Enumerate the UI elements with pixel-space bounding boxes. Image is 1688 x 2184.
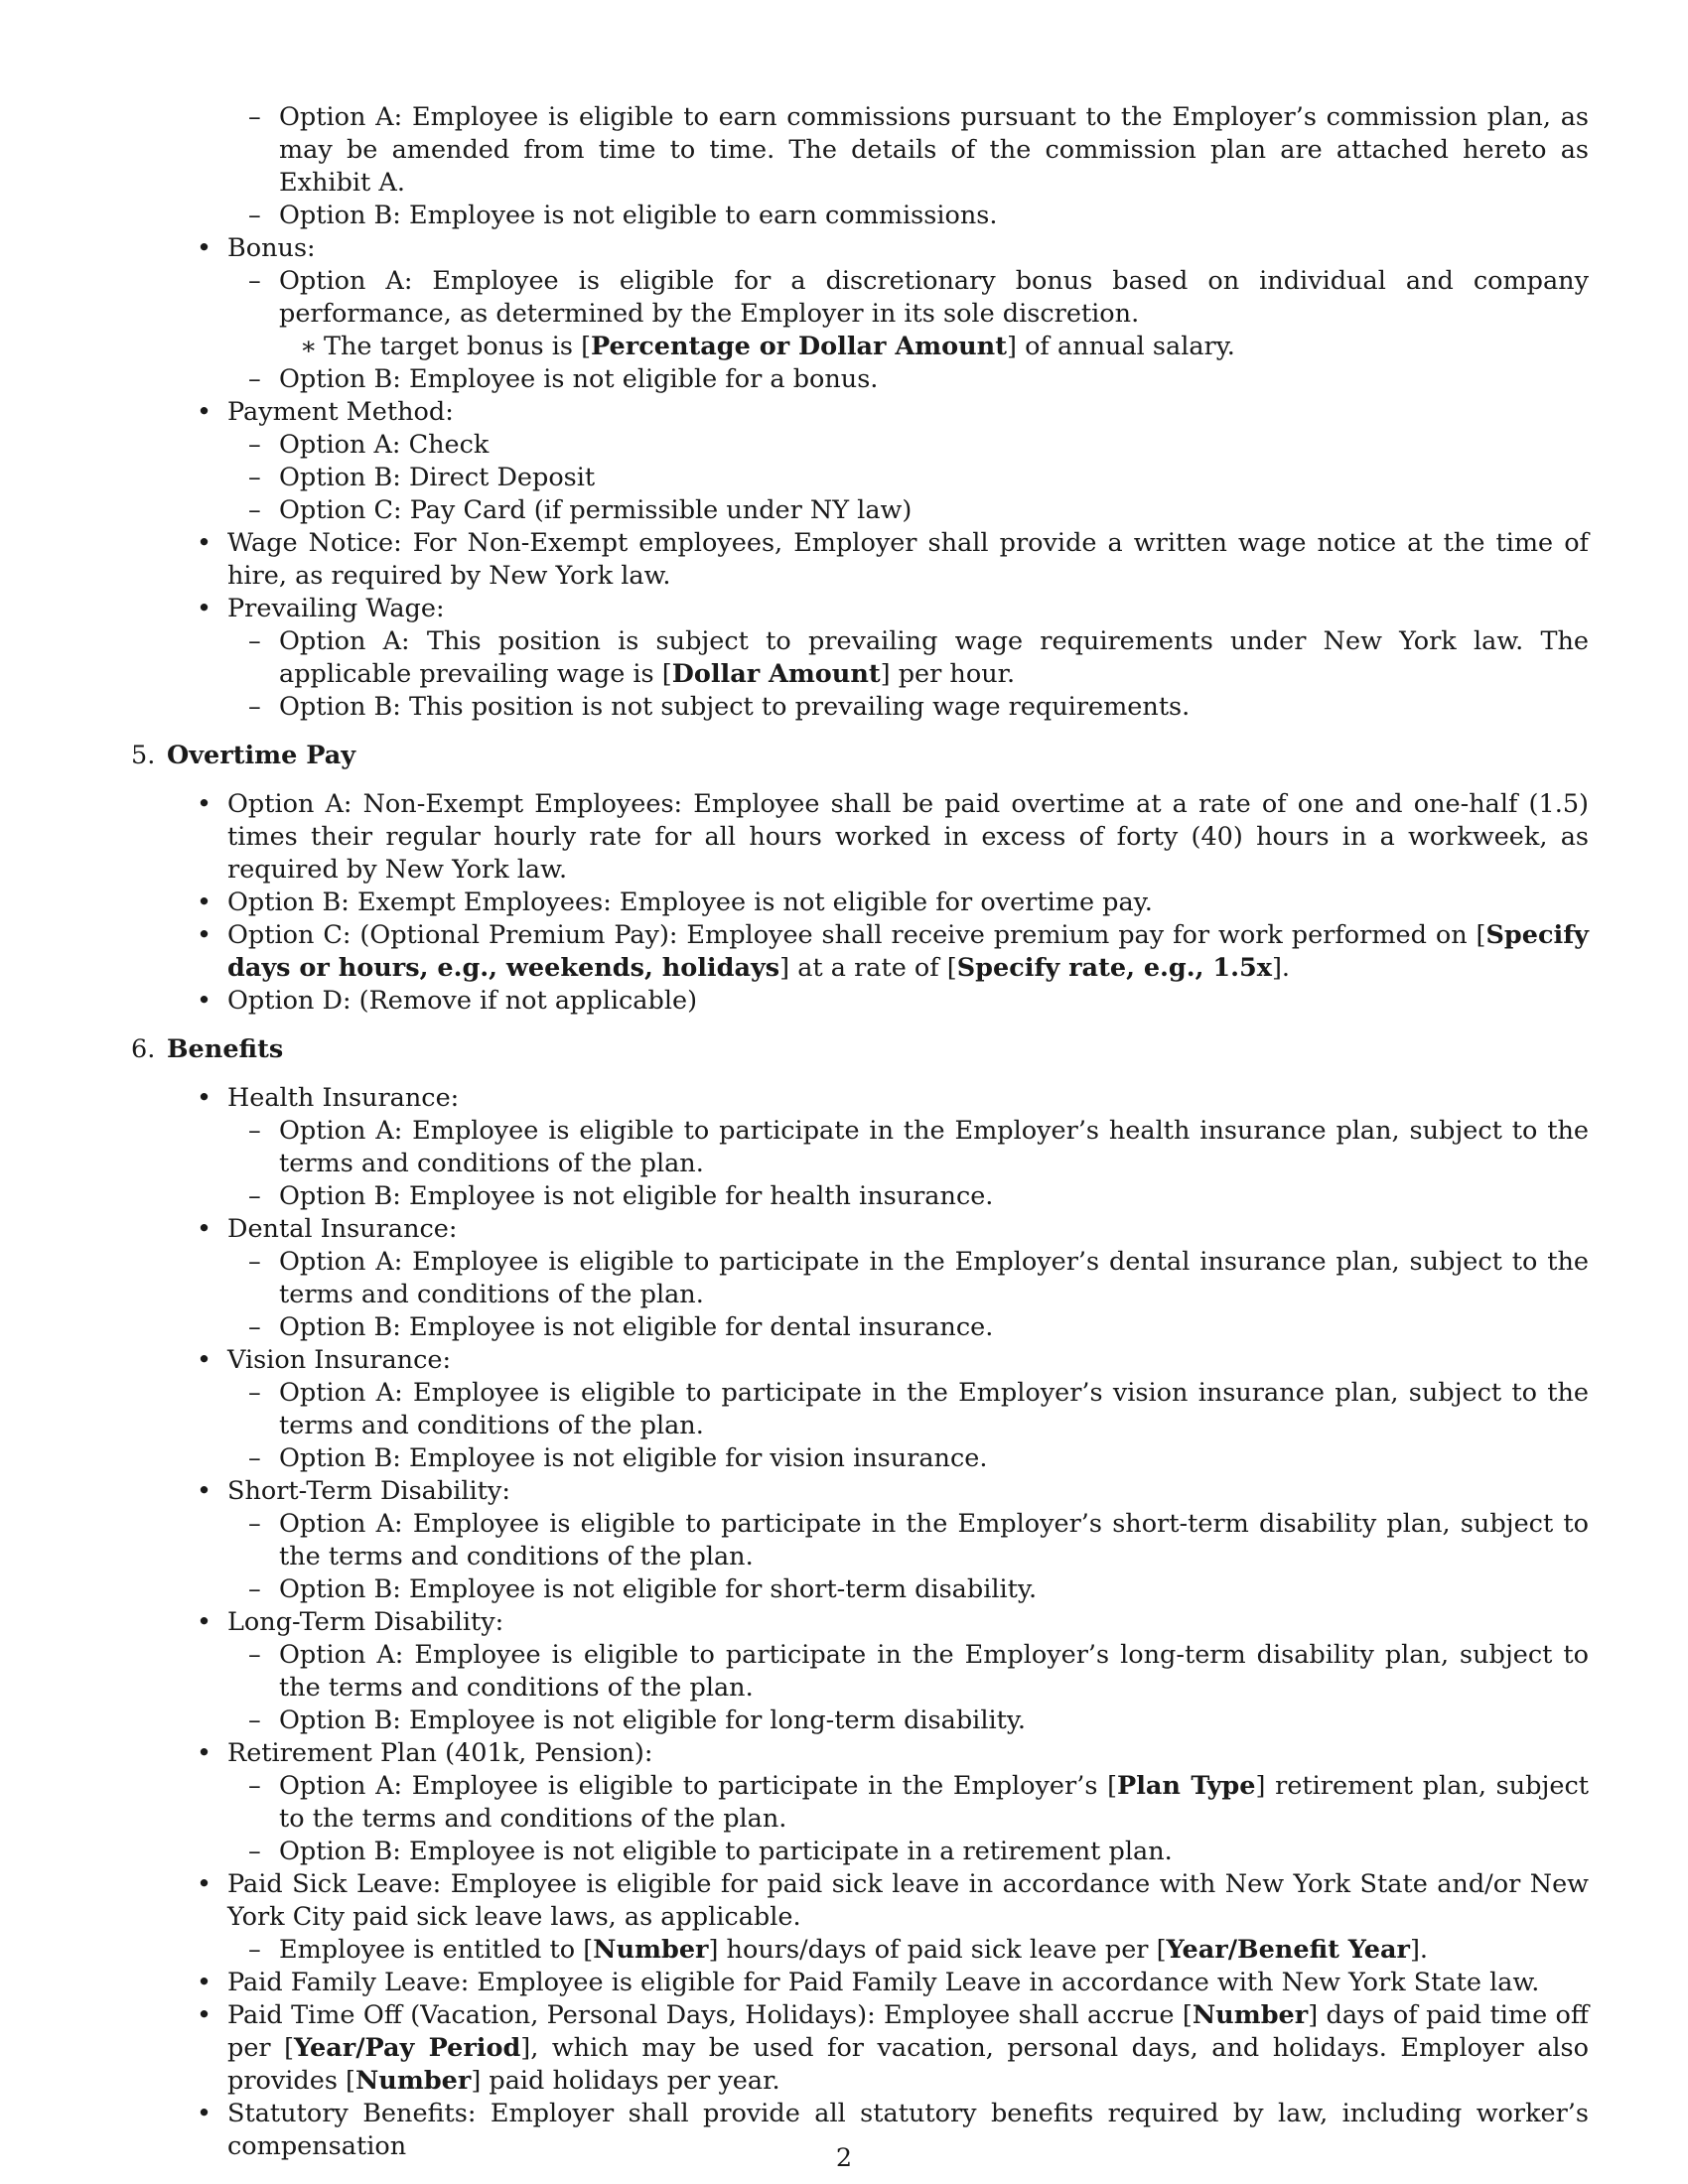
health-option-b: – Option B: Employee is not eligible for health insurance. xyxy=(248,1181,994,1211)
payment-option-b: – Option B: Direct Deposit xyxy=(248,463,596,492)
commission-option-b: – Option B: Employee is not eligible to earn commissions. xyxy=(248,201,998,230)
dental-option-b: – Option B: Employee is not eligible for dental insurance. xyxy=(248,1312,994,1342)
long-term-disability-item: • Long-Term Disability: xyxy=(197,1607,504,1637)
overtime-option-a: • Option A: Non-Exempt Employees: Employee shall be paid overtime at a rate of one and one-half (1.5) times their regular hourly rate for all hours worked in excess of forty (40) hours in a workweek, as required by New York law. xyxy=(197,789,1589,885)
retirement-plan-item: • Retirement Plan (401k, Pension): xyxy=(197,1738,653,1768)
payment-option-a: – Option A: Check xyxy=(248,430,490,460)
prevailing-option-b: – Option B: This position is not subject to prevailing wage requirements. xyxy=(248,692,1191,722)
prevailing-wage-item: • Prevailing Wage: xyxy=(197,594,445,623)
sick-leave-entitlement: – Employee is entitled to [Number] hours/days of paid sick leave per [Year/Benefit Year]. xyxy=(248,1935,1428,1965)
ltd-option-a: – Option A: Employee is eligible to participate in the Employer’s long-term disability plan, subject to the terms and conditions of the plan. xyxy=(248,1640,1589,1703)
health-insurance-item: • Health Insurance: xyxy=(197,1083,460,1113)
std-option-b: – Option B: Employee is not eligible for short-term disability. xyxy=(248,1574,1038,1604)
section-overtime-heading: 5. Overtime Pay xyxy=(131,741,356,770)
prevailing-option-a: – Option A: This position is subject to prevailing wage requirements under New York law. The applicable prevailing wage is [Dollar Amount] per hour. xyxy=(248,626,1589,689)
page-number: 2 xyxy=(835,2143,853,2173)
document-body xyxy=(131,101,1589,2163)
vision-option-b: – Option B: Employee is not eligible for vision insurance. xyxy=(248,1443,988,1473)
short-term-disability-item: • Short-Term Disability: xyxy=(197,1476,510,1506)
dental-option-a: – Option A: Employee is eligible to participate in the Employer’s dental insurance plan, subject to the terms and conditions of the plan. xyxy=(248,1247,1589,1309)
commission-option-a: – Option A: Employee is eligible to earn commissions pursuant to the Employer’s commission plan, as may be amended from time to time. The details of the commission plan are attached hereto as Exhibit A. xyxy=(248,102,1589,198)
overtime-option-c: • Option C: (Optional Premium Pay): Employee shall receive premium pay for work performed on [Specify days or hours, e.g., weekends, holidays] at a rate of [Specify rate, e.g., 1.5x]. xyxy=(197,920,1589,983)
bonus-item: • Bonus: xyxy=(197,233,316,263)
wage-notice-item: • Wage Notice: For Non-Exempt employees, Employer shall provide a written wage notice at the time of hire, as required by New York law. xyxy=(197,528,1589,591)
payment-option-c: – Option C: Pay Card (if permissible under NY law) xyxy=(248,495,913,525)
retirement-option-b: – Option B: Employee is not eligible to participate in a retirement plan. xyxy=(248,1837,1173,1866)
overtime-option-b: • Option B: Exempt Employees: Employee is not eligible for overtime pay. xyxy=(197,887,1153,917)
health-option-a: – Option A: Employee is eligible to participate in the Employer’s health insurance plan, subject to the terms and conditions of the plan. xyxy=(248,1116,1589,1178)
statutory-benefits-item: • Statutory Benefits: Employer shall provide all statutory benefits required by law, including worker’s compensation xyxy=(197,2099,1589,2161)
bonus-target: ∗ The target bonus is [Percentage or Dollar Amount] of annual salary. xyxy=(300,332,1235,361)
vision-option-a: – Option A: Employee is eligible to participate in the Employer’s vision insurance plan, subject to the terms and conditions of the plan. xyxy=(248,1378,1589,1440)
overtime-option-d: • Option D: (Remove if not applicable) xyxy=(197,986,698,1016)
dental-insurance-item: • Dental Insurance: xyxy=(197,1214,458,1244)
paid-family-leave-item: • Paid Family Leave: Employee is eligible for Paid Family Leave in accordance with New York State law. xyxy=(197,1968,1540,1997)
bonus-option-a: – Option A: Employee is eligible for a discretionary bonus based on individual and company performance, as determined by the Employer in its sole discretion. xyxy=(248,266,1589,329)
std-option-a: – Option A: Employee is eligible to participate in the Employer’s short-term disability plan, subject to the terms and conditions of the plan. xyxy=(248,1509,1589,1571)
paid-time-off-item: • Paid Time Off (Vacation, Personal Days, Holidays): Employee shall accrue [Number] days of paid time off per [Year/Pay Period], which may be used for vacation, personal days, and holidays. Employer also provides [Number] paid holidays per year. xyxy=(197,2000,1590,2096)
ltd-option-b: – Option B: Employee is not eligible for long-term disability. xyxy=(248,1706,1027,1735)
paid-sick-leave-item: • Paid Sick Leave: Employee is eligible for paid sick leave in accordance with New York State and/or New York City paid sick leave laws, as applicable. xyxy=(197,1869,1589,1932)
payment-method-item: • Payment Method: xyxy=(197,397,454,427)
retirement-option-a: – Option A: Employee is eligible to participate in the Employer’s [Plan Type] retirement plan, subject to the terms and conditions of the plan. xyxy=(248,1771,1589,1834)
section-benefits-heading: 6. Benefits xyxy=(131,1034,284,1064)
vision-insurance-item: • Vision Insurance: xyxy=(197,1345,452,1375)
bonus-option-b: – Option B: Employee is not eligible for a bonus. xyxy=(248,364,879,394)
